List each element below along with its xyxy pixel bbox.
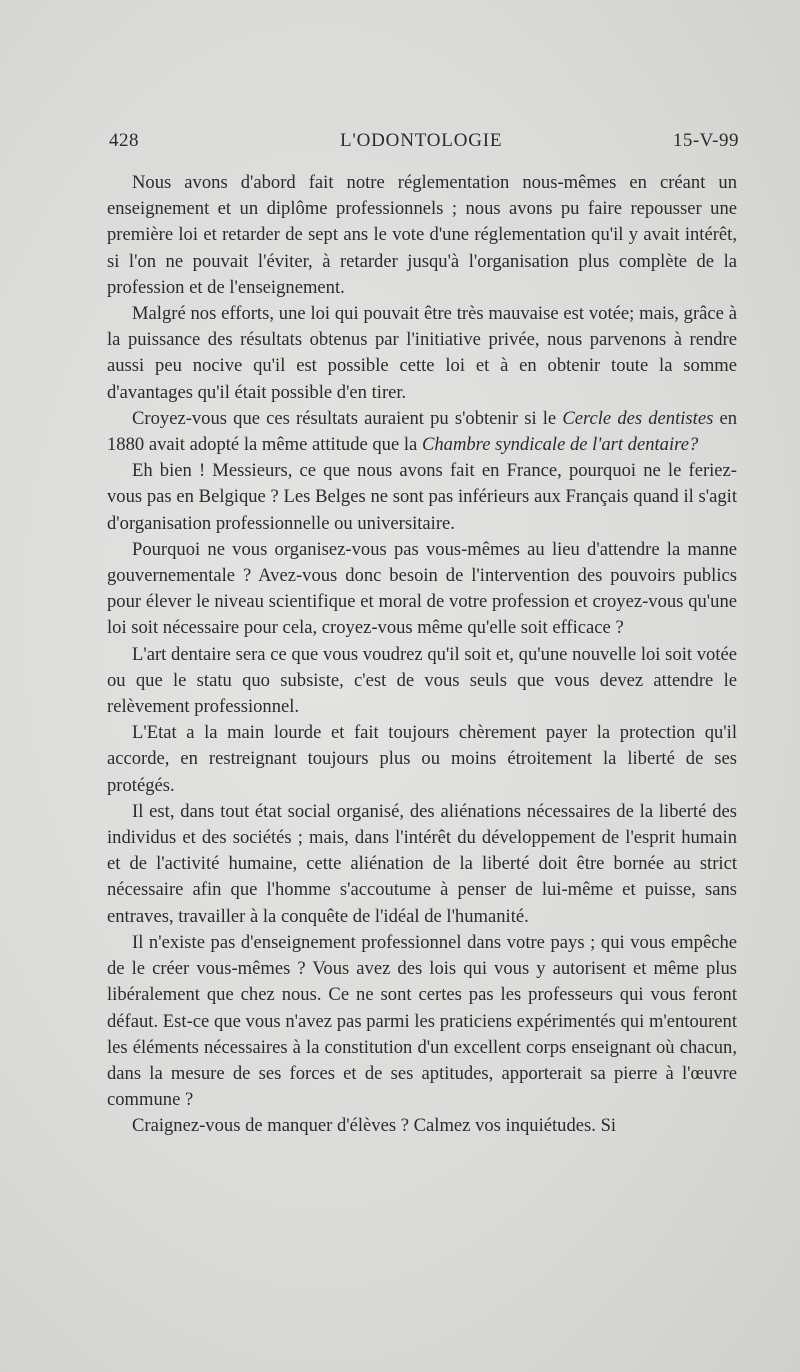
text-run: Nous avons d'abord fait notre réglementation nous-mêmes en créant un enseignement et un diplôme professionnels ; nous avons pu faire repousser une première loi et retarder de sept ans le vote d'une réglementation qu'il y avait intérêt, si l'on ne pouvait l'éviter, à retarder jusqu'à l'organisation plus complète de la profession et de l'enseignement. <box>107 172 737 298</box>
text-run: L'Etat a la main lourde et fait toujours chèrement payer la protection qu'il accorde, en restreignant toujours plus ou moins étroitement la liberté de ses protégés. <box>107 722 737 796</box>
page-number: 428 <box>109 130 139 151</box>
paragraph <box>107 537 737 642</box>
paragraph <box>107 642 737 721</box>
text-run: Croyez-vous que ces résultats auraient pu s'obtenir si le <box>132 407 563 429</box>
text-run: Il n'existe pas d'enseignement professionnel dans votre pays ; qui vous empêche de le créer vous-mêmes ? Vous avez des lois qui vous y autorisent et même plus libéralement que chez nous. Ce ne sont certes pas les professeurs qui vous feront défaut. Est-ce que vous n'avez pas parmi les praticiens expérimentés qui m'entourent les éléments nécessaires à la constitution d'un excellent corps enseignant où chacun, dans la mesure de ses forces et de ses aptitudes, apporterait sa pierre à l'œuvre commune ? <box>107 931 737 1111</box>
text-run: Pourquoi ne vous organisez-vous pas vous-mêmes au lieu d'attendre la manne gouvernementale ? Avez-vous donc besoin de l'intervention des pouvoirs publics pour élever le niveau scientifique et moral de votre profession et croyez-vous qu'une loi soit nécessaire pour cela, croyez-vous même qu'elle soit efficace ? <box>107 538 737 639</box>
text-run: L'art dentaire sera ce que vous voudrez qu'il soit et, qu'une nouvelle loi soit votée ou que le statu quo subsiste, c'est de vous seuls que vous devez attendre le relèvement professionnel. <box>107 643 737 718</box>
paragraph <box>107 406 737 458</box>
text-run: en 1880 avait adopté la même attitude que la <box>107 407 737 456</box>
paragraph <box>107 170 737 301</box>
paragraph <box>107 799 737 930</box>
text-run: Eh bien ! Messieurs, ce que nous avons fait en France, pourquoi ne le feriez-vous pas en Belgique ? Les Belges ne sont pas inférieurs aux Français quand il s'agit d'organisation professionnelle ou universitaire. <box>107 460 737 534</box>
journal-title: L'ODONTOLOGIE <box>340 130 503 151</box>
issue-date: 15-V-99 <box>672 130 739 151</box>
body-text <box>107 170 737 1140</box>
paragraph <box>107 301 737 406</box>
page <box>107 130 737 1140</box>
running-head <box>107 130 737 160</box>
text-run: Malgré nos efforts, une loi qui pouvait être très mauvaise est votée; mais, grâce à la puissance des résultats obtenus par l'initiative privée, nous parvenons à rendre aussi peu nocive qu'il est possible cette loi et à en obtenir toute la somme d'avantages qu'il était possible d'en tirer. <box>107 303 737 403</box>
text-run: Craignez-vous de manquer d'élèves ? Calmez vos inquiétudes. Si <box>132 1115 617 1137</box>
paragraph <box>107 720 737 799</box>
text-run: Il est, dans tout état social organisé, des aliénations nécessaires de la liberté des individus et des sociétés ; mais, dans l'intérêt du développement de l'esprit humain et de l'activité humaine, cette aliénation de la liberté doit être bornée au strict nécessaire afin que l'homme s'accoutume à penser de lui-même et puisse, sans entraves, travailler à la conquête de l'idéal de l'humanité. <box>107 800 737 927</box>
paragraph <box>107 1113 737 1139</box>
italic-text: Chambre syndicale de l'art dentaire? <box>421 434 699 456</box>
italic-text: Cercle des dentistes <box>562 407 714 429</box>
paragraph <box>107 930 737 1113</box>
paragraph <box>107 458 737 537</box>
